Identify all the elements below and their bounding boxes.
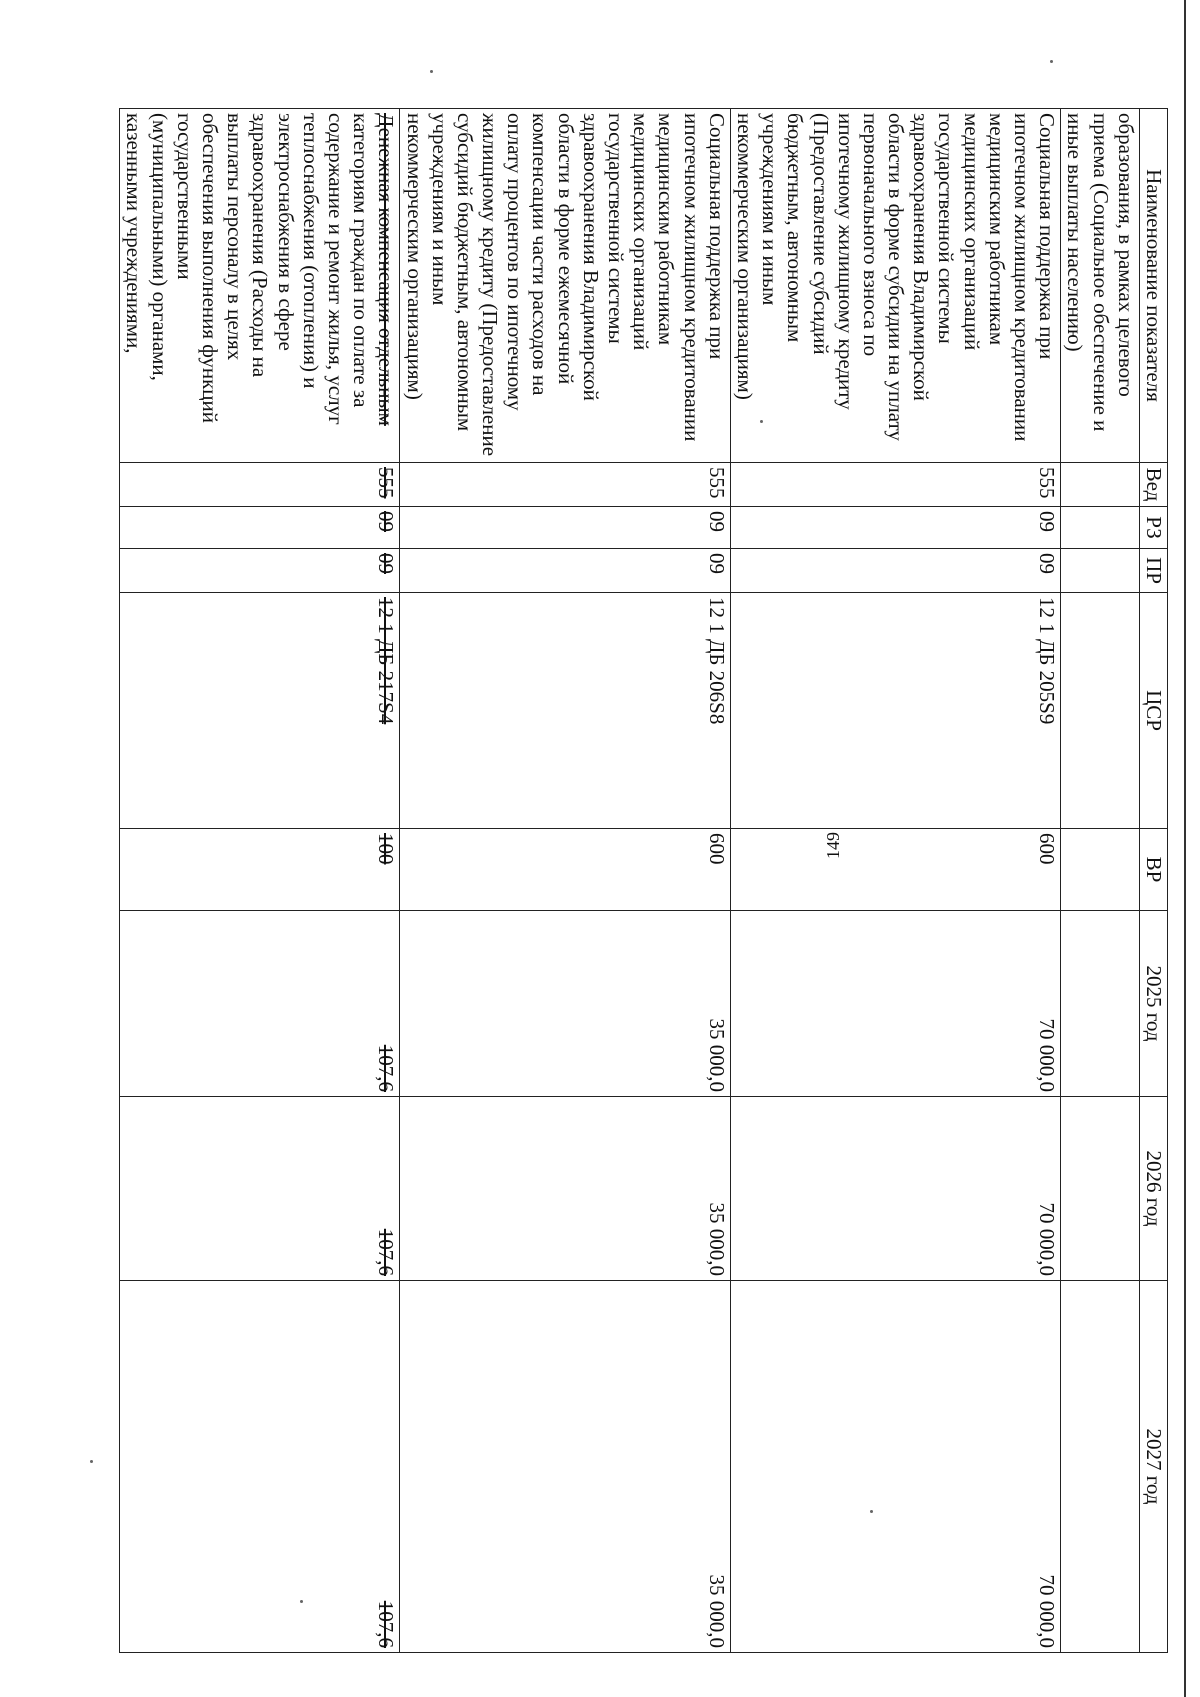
cell-pr: 09 — [400, 549, 730, 593]
scan-speck — [1050, 60, 1053, 63]
cell-name — [120, 109, 400, 463]
scan-speck — [430, 70, 433, 73]
scan-speck — [760, 420, 763, 423]
cell-2025: 107,6 — [120, 911, 400, 1097]
cell-csr: 12 1 ДБ 206S8 — [400, 593, 730, 829]
cell-vr: 600 — [730, 829, 1060, 911]
header-pr: ПР — [1139, 549, 1167, 593]
cell-pr — [1061, 549, 1140, 593]
cell-2026: 107,6 — [120, 1097, 400, 1281]
cell-vr: 600 — [400, 829, 730, 911]
header-csr: ЦСР — [1139, 593, 1167, 829]
cell-2026: 35 000,0 — [400, 1097, 730, 1281]
cell-2025: 35 000,0 — [400, 911, 730, 1097]
cell-pr: 09 — [120, 549, 400, 593]
cell-rz: 09 — [120, 507, 400, 549]
table-row — [1061, 109, 1140, 1653]
cell-rz — [1061, 507, 1140, 549]
cell-2027: 107,6 — [120, 1281, 400, 1653]
header-2027: 2027 год — [1139, 1281, 1167, 1653]
scan-speck — [90, 1460, 93, 1463]
header-vr: ВР — [1139, 829, 1167, 911]
cell-csr — [1061, 593, 1140, 829]
cell-ved — [1061, 463, 1140, 507]
cell-2026: 70 000,0 — [730, 1097, 1060, 1281]
budget-table — [119, 108, 1168, 1653]
cell-csr: 12 1 ДБ 217S4 — [120, 593, 400, 829]
cell-2025 — [1061, 911, 1140, 1097]
right-edge-rule — [1184, 0, 1186, 1697]
table-row — [730, 109, 1060, 1653]
cell-pr: 09 — [730, 549, 1060, 593]
page-number: 149 — [823, 832, 843, 859]
header-ved: Вед — [1139, 463, 1167, 507]
cell-name: Социальная поддержка при ипотечном жилищном кредитовании медицинским работникам медицинских организаций государственной системы здравоохранения Владимирской области в форме субсидии на уплату первоначального взноса по ипотечному жилищному кредиту (Предоставление субсидий бюджетным, автономным учреждениям и иным некоммерческим организациям) — [730, 109, 1060, 463]
cell-rz: 09 — [730, 507, 1060, 549]
table-row — [400, 109, 730, 1653]
rotated-table-container — [122, 108, 1168, 1652]
header-rz: РЗ — [1139, 507, 1167, 549]
cell-vr: 100 — [120, 829, 400, 911]
scan-speck — [870, 1510, 873, 1513]
table-row — [120, 109, 400, 1653]
cell-2025: 70 000,0 — [730, 911, 1060, 1097]
header-2026: 2026 год — [1139, 1097, 1167, 1281]
cell-rz: 09 — [400, 507, 730, 549]
cell-ved: 555 — [400, 463, 730, 507]
cell-2027: 35 000,0 — [400, 1281, 730, 1653]
cell-csr: 12 1 ДБ 205S9 — [730, 593, 1060, 829]
table-header-row — [1139, 109, 1167, 1653]
cell-name: образования, в рамках целевого приема (Социальное обеспечение и иные выплаты населению) — [1061, 109, 1140, 463]
scan-speck — [300, 1600, 303, 1603]
cell-vr — [1061, 829, 1140, 911]
cell-ved: 555 — [120, 463, 400, 507]
cell-2026 — [1061, 1097, 1140, 1281]
cell-name-rest: категориям граждан по оплате за содержание и ремонт жилья, услуг теплоснабжения (отопления) и электроснабжения в сфере здравоохранения (Расходы на выплаты персоналу в целях обеспечения выполнения функций государственными (муниципальными) органами, казенными учреждениями, — [122, 113, 374, 425]
struck-text: Денежная компенсация отдельным — [374, 113, 399, 426]
cell-name: Социальная поддержка при ипотечном жилищном кредитовании медицинским работникам медицинских организаций государственной системы здравоохранения Владимирской области в форме ежемесячной компенсации части расходов на оплату процентов по ипотечному жилищному кредиту (Предоставление субсидий бюджетным, автономным учреждениям и иным некоммерческим организациям) — [400, 109, 730, 463]
cell-2027 — [1061, 1281, 1140, 1653]
cell-ved: 555 — [730, 463, 1060, 507]
cell-2027: 70 000,0 — [730, 1281, 1060, 1653]
header-name: Наименование показателя — [1139, 109, 1167, 463]
header-2025: 2025 год — [1139, 911, 1167, 1097]
